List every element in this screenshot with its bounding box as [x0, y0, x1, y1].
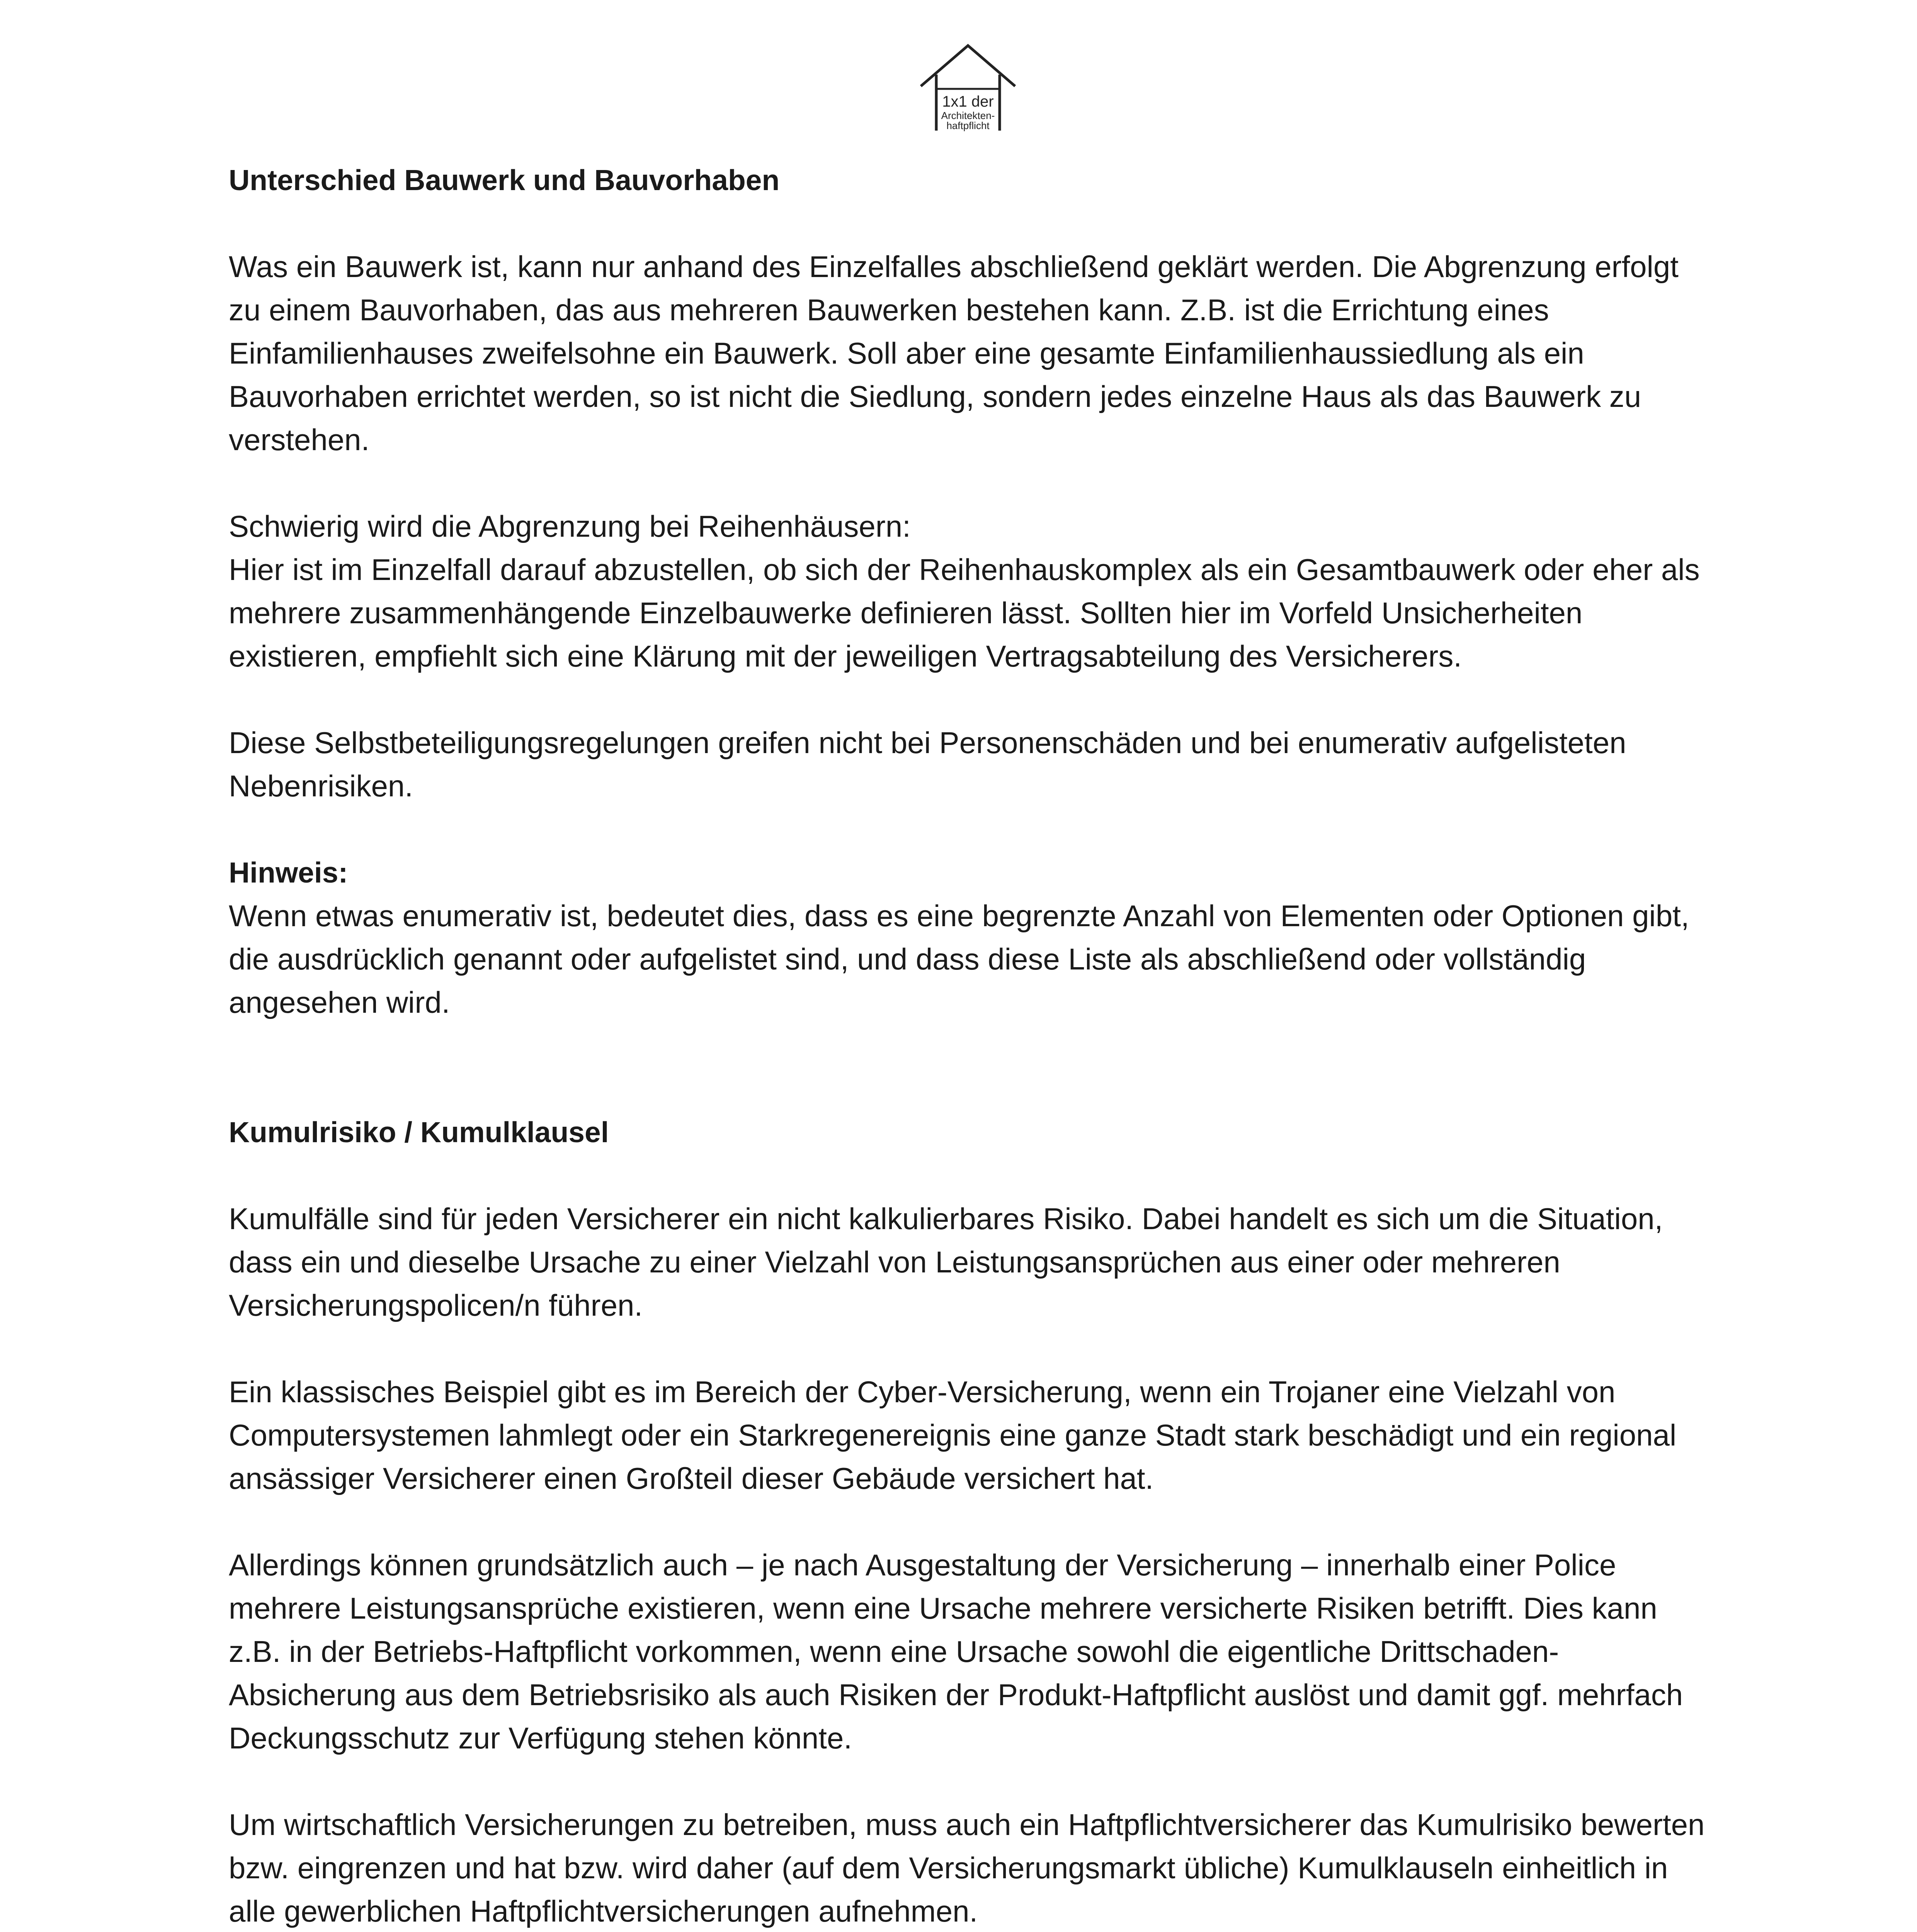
document-body — [229, 158, 1705, 1932]
logo-line-1: 1x1 der — [942, 93, 994, 110]
paragraph: Diese Selbstbeteiligungsregelungen greifen nicht bei Personenschäden und bei enumerativ aufgelisteten Nebenrisiken. — [229, 726, 1626, 803]
section-heading-kumulrisiko: Kumulrisiko / Kumulklausel — [229, 1116, 609, 1148]
paragraph: Was ein Bauwerk ist, kann nur anhand des Einzelfalles abschließend geklärt werden. Die Abgrenzung erfolgt zu einem Bauvorhaben, das aus mehreren Bauwerken bestehen kann. Z.B. ist die Errichtung eines Einfamilienhauses zweifelsohne ein Bauwerk. Soll aber eine gesamte Einfamilienhaussiedlung als ein Bauvorhaben errichtet werden, so ist nicht die Siedlung, sondern jedes einzelne Haus als das Bauwerk zu verstehen. — [229, 250, 1679, 457]
paragraph: Kumulfälle sind für jeden Versicherer ein nicht kalkulierbares Risiko. Dabei handelt es sich um die Situation, dass ein und dieselbe Ursache zu einer Vielzahl von Leistungsansprüchen aus einer oder mehreren Versicherungspolicen/n führen. — [229, 1202, 1663, 1322]
paragraph: Ein klassisches Beispiel gibt es im Bereich der Cyber-Versicherung, wenn ein Trojaner eine Vielzahl von Computersystemen lahmlegt oder ein Starkregenereignis eine ganze Stadt stark beschädigt und ein regional ansässiger Versicherer einen Großteil dieser Gebäude versichert hat. — [229, 1375, 1677, 1495]
paragraph: Um wirtschaftlich Versicherungen zu betreiben, muss auch ein Haftpflichtversicherer das Kumulrisiko bewerten bzw. eingrenzen und hat bzw. wird daher (auf dem Versicherungsmarkt übliche) Kumulklauseln einheitlich in alle gewerblichen Haftpflichtversicherungen aufnehmen. — [229, 1808, 1705, 1928]
paragraph: Schwierig wird die Abgrenzung bei Reihenhäusern: — [229, 509, 911, 543]
section-heading-bauwerk: Unterschied Bauwerk und Bauvorhaben — [229, 164, 780, 196]
note-label: Hinweis: — [229, 856, 348, 889]
house-logo-icon — [918, 42, 1018, 133]
logo-line-3: haftpflicht — [946, 120, 990, 131]
note-text: Wenn etwas enumerativ ist, bedeutet dies, dass es eine begrenzte Anzahl von Elementen oder Optionen gibt, die ausdrücklich genannt oder aufgelistet sind, und dass diese Liste als abschließend oder vollständig angesehen wird. — [229, 899, 1689, 1019]
paragraph: Allerdings können grundsätzlich auch – je nach Ausgestaltung der Versicherung – innerhalb einer Police mehrere Leistungsansprüche existieren, wenn eine Ursache mehrere versicherte Risiken betrifft. Dies kann z.B. in der Betriebs-Haftpflicht vorkommen, wenn eine Ursache sowohl die eigentliche Drittschaden-Absicherung aus dem Betriebsrisiko als auch Risiken der Produkt-Haftpflicht auslöst und damit ggf. mehrfach Deckungsschutz zur Verfügung stehen könnte. — [229, 1548, 1683, 1755]
house-logo — [918, 42, 1018, 133]
logo-line-2: Architekten- — [941, 110, 995, 121]
paragraph: Hier ist im Einzelfall darauf abzustellen, ob sich der Reihenhauskomplex als ein Gesamtbauwerk oder eher als mehrere zusammenhängende Einzelbauwerke definieren lässt. Sollten hier im Vorfeld Unsicherheiten existieren, empfiehlt sich eine Klärung mit der jeweiligen Vertragsabteilung des Versicherers. — [229, 553, 1700, 673]
